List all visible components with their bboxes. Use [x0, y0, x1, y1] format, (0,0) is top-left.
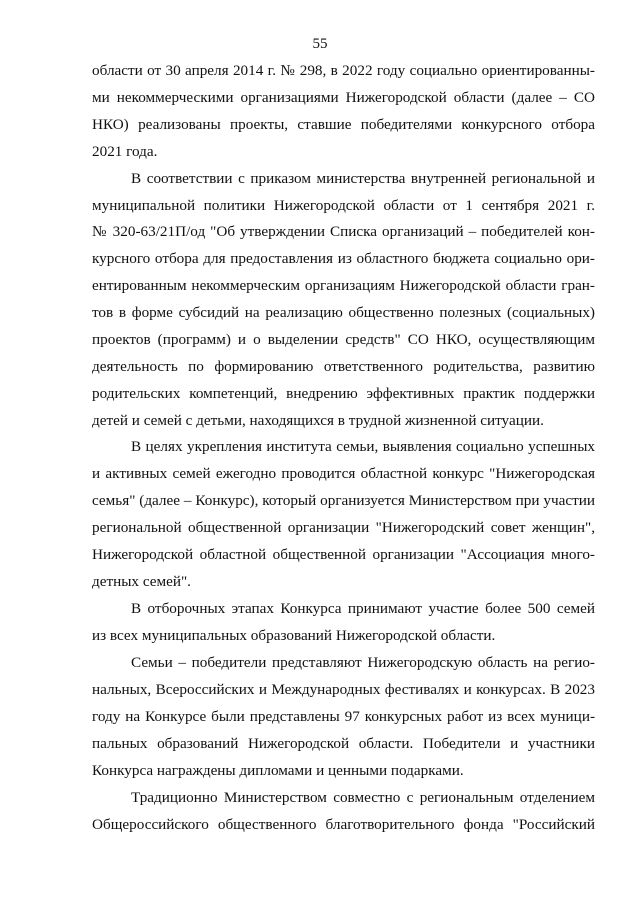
text-line: Конкурса награждены дипломами и ценными подарками.	[92, 762, 464, 779]
page-number: 55	[312, 36, 328, 52]
text-line: Общероссийского общественного благотворительного фонда "Российский	[92, 816, 595, 833]
text-line: ми некоммерческими организациями Нижегородской области (далее – СО	[92, 89, 595, 106]
text-line: году на Конкурсе были представлены 97 конкурсных работ из всех муници-	[92, 708, 595, 725]
text-line: В отборочных этапах Конкурса принимают участие более 500 семей	[131, 600, 595, 617]
text-line: детных семей".	[92, 573, 191, 590]
text-line: В соответствии с приказом министерства внутренней региональной и	[131, 170, 595, 187]
text-line: области от 30 апреля 2014 г. № 298, в 2022 году социально ориентированны-	[92, 62, 595, 79]
text-line: детей и семей с детьми, находящихся в трудной жизненной ситуации.	[92, 412, 544, 429]
text-line: курсного отбора для предоставления из областного бюджета социально ори-	[92, 250, 595, 267]
text-line: проектов (программ) и о выделении средств" СО НКО, осуществляющим	[92, 331, 595, 348]
text-line: и активных семей ежегодно проводится областной конкурс "Нижегородская	[92, 465, 595, 482]
text-line: региональной общественной организации "Нижегородский совет женщин",	[92, 519, 595, 536]
text-line: из всех муниципальных образований Нижегородской области.	[92, 627, 496, 644]
text-line: НКО) реализованы проекты, ставшие победителями конкурсного отбора	[92, 116, 595, 133]
text-line: Традиционно Министерством совместно с региональным отделением	[131, 789, 595, 806]
text-line: муниципальной политики Нижегородской области от 1 сентября 2021 г.	[92, 197, 595, 214]
text-line: В целях укрепления института семьи, выявления социально успешных	[131, 438, 595, 455]
text-line: № 320-63/21П/од "Об утверждении Списка организаций – победителей кон-	[92, 223, 595, 240]
text-line: тов в форме субсидий на реализацию общественно полезных (социальных)	[92, 304, 595, 321]
text-line: 2021 года.	[92, 143, 158, 160]
text-line: пальных образований Нижегородской области. Победители и участники	[92, 735, 595, 752]
text-line: Семьи – победители представляют Нижегородскую область на регио-	[131, 654, 595, 671]
text-line: родительских компетенций, внедрению эффективных практик поддержки	[92, 385, 595, 402]
text-line: Нижегородской областной общественной организации "Ассоциация много-	[92, 546, 595, 563]
text-line: ентированным некоммерческим организациям Нижегородской области гран-	[92, 277, 595, 294]
text-line: нальных, Всероссийских и Международных фестивалях и конкурсах. В 2023	[92, 681, 595, 698]
text-line: семья" (далее – Конкурс), который организуется Министерством при участии	[92, 492, 595, 509]
text-line: деятельность по формированию ответственного родительства, развитию	[92, 358, 595, 375]
